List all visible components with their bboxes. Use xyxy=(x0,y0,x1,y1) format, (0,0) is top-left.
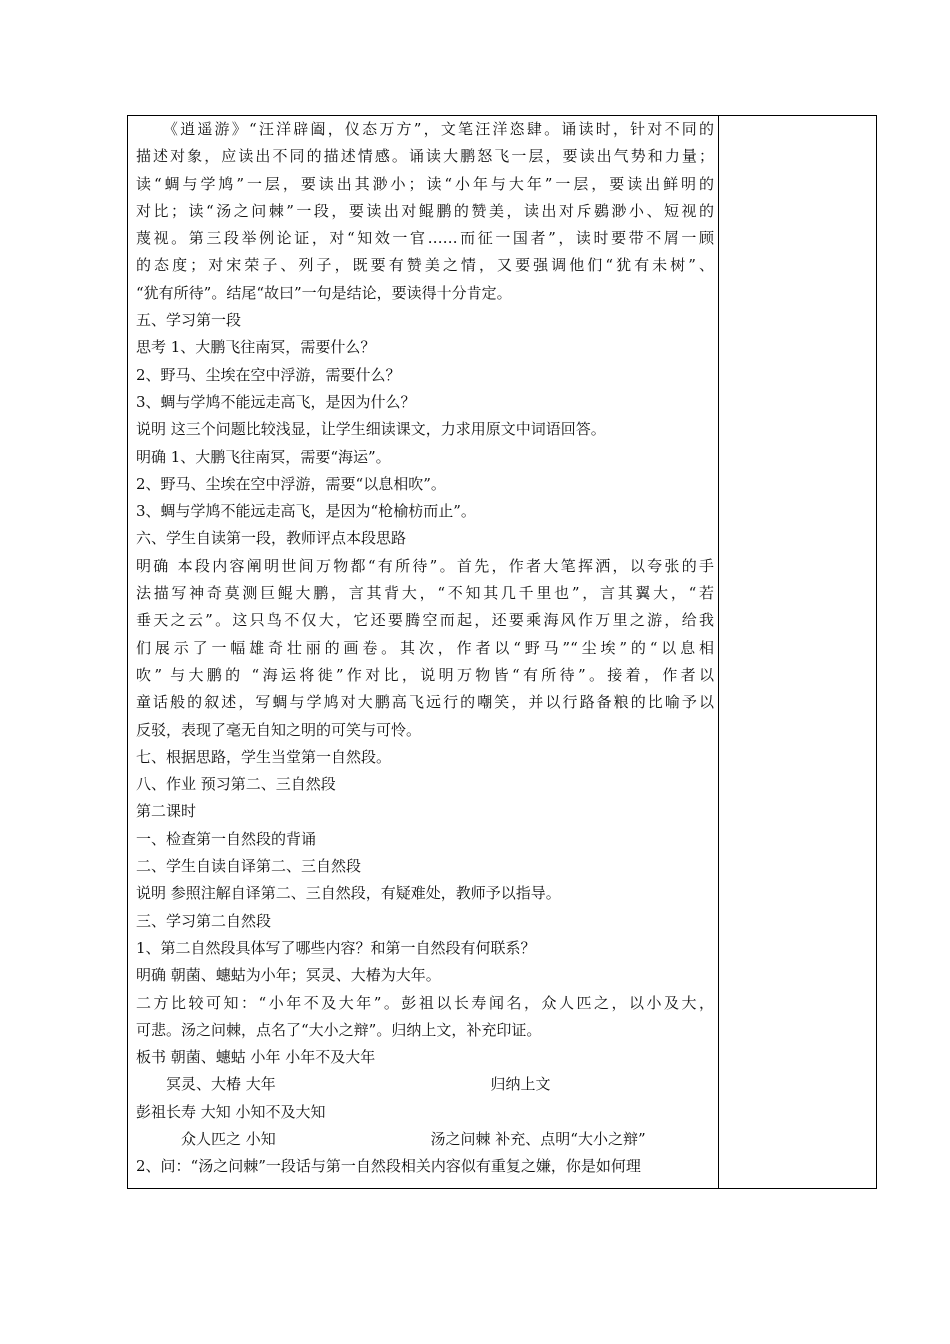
text-line: 众人匹之 小知 汤之问棘 补充、点明“大小之辩” xyxy=(136,1129,646,1148)
text-line: 五、学习第一段 xyxy=(136,311,242,330)
text-line: 读“蜩与学鸠”一层，要读出其渺小；读“小年与大年”一层，要读出鲜明的 xyxy=(136,174,714,193)
text-line: 反驳，表现了毫无自知之明的可笑与可怜。 xyxy=(136,720,422,739)
text-line: 童话般的叙述，写蜩与学鸠对大鹏高飞远行的嘲笑，并以行路备粮的比喻予以 xyxy=(136,693,714,712)
text-line: 说明 这三个问题比较浅显，让学生细读课文，力求用原文中词语回答。 xyxy=(136,420,606,439)
text-line: 三、学习第二自然段 xyxy=(136,911,272,930)
text-line: 2、问：“汤之问棘”一段话与第一自然段相关内容似有重复之嫌，你是如何理 xyxy=(136,1157,641,1176)
text-line: 六、学生自读第一段，教师评点本段思路 xyxy=(136,529,407,548)
text-line: 2、野马、尘埃在空中浮游，需要什么？ xyxy=(136,365,401,384)
text-line: 法描写神奇莫测巨鲲大鹏，言其背大，“不知其几千里也”，言其翼大，“若 xyxy=(136,584,714,603)
text-line: 明确 朝菌、蟪蛄为小年；冥灵、大椿为大年。 xyxy=(136,966,441,985)
text-line: 的态度；对宋荣子、列子，既要有赞美之情，又要强调他们“犹有未树”、 xyxy=(136,256,714,275)
text-line: 可悲。汤之问棘，点名了“大小之辩”。归纳上文，补充印证。 xyxy=(136,1020,542,1039)
lesson-table xyxy=(127,115,877,1189)
text-line: 对比；读“汤之问棘”一段，要读出对鲲鹏的赞美，读出对斥鷃渺小、短视的 xyxy=(136,201,714,220)
text-line: 说明 参照注解自译第二、三自然段，有疑难处，教师予以指导。 xyxy=(136,884,561,903)
text-line: 板书 朝菌、蟪蛄 小年 小年不及大年 xyxy=(136,1048,376,1067)
text-line: 3、蜩与学鸠不能远走高飞，是因为什么？ xyxy=(136,392,416,411)
text-line: 明确 1、大鹏飞往南冥，需要“海运”。 xyxy=(136,447,391,466)
text-line: 明确 本段内容阐明世间万物都“有所待”。首先，作者大笔挥洒，以夸张的手 xyxy=(136,556,714,575)
text-line: 二、学生自读自译第二、三自然段 xyxy=(136,857,362,876)
text-line: 蔑视。第三段举例论证，对“知效一官……而征一国者”，读时要带不屑一顾 xyxy=(136,229,714,248)
text-line: 描述对象，应读出不同的描述情感。诵读大鹏怒飞一层，要读出气势和力量； xyxy=(136,147,714,166)
text-line: 1、第二自然段具体写了哪些内容？和第一自然段有何联系？ xyxy=(136,938,536,957)
text-line: 3、蜩与学鸠不能远走高飞，是因为“枪榆枋而止”。 xyxy=(136,502,476,521)
text-line: 第二课时 xyxy=(136,802,197,821)
text-line: 垂天之云”。这只鸟不仅大，它还要腾空而起，还要乘海风作万里之游，给我 xyxy=(136,611,714,630)
text-line: 一、检查第一自然段的背诵 xyxy=(136,829,317,848)
text-line: 八、作业 预习第二、三自然段 xyxy=(136,775,336,794)
text-line: 吹” 与大鹏的 “海运将徙”作对比，说明万物皆“有所待”。接着，作者以 xyxy=(136,665,714,684)
text-line: 《逍遥游》“汪洋辟阖，仪态万方”，文笔汪洋恣肆。诵读时，针对不同的 xyxy=(136,120,714,138)
text-line: 2、野马、尘埃在空中浮游，需要“以息相吹”。 xyxy=(136,474,446,493)
text-line: 们展示了一幅雄奇壮丽的画卷。其次，作者以“野马”“尘埃”的“以息相 xyxy=(136,638,714,657)
text-line: 七、根据思路，学生当堂第一自然段。 xyxy=(136,747,392,766)
notes-cell xyxy=(719,116,876,1188)
lesson-content-cell xyxy=(136,116,714,1181)
text-line: 冥灵、大椿 大年 归纳上文 xyxy=(136,1075,551,1094)
text-line: 思考 1、大鹏飞往南冥，需要什么？ xyxy=(136,338,376,357)
text-line: “犹有所待”。结尾“故曰”一句是结论，要读得十分肯定。 xyxy=(136,283,512,302)
text-line: 二方比较可知：“小年不及大年”。彭祖以长寿闻名，众人匹之，以小及大， xyxy=(136,993,714,1012)
text-line: 彭祖长寿 大知 小知不及大知 xyxy=(136,1102,326,1121)
